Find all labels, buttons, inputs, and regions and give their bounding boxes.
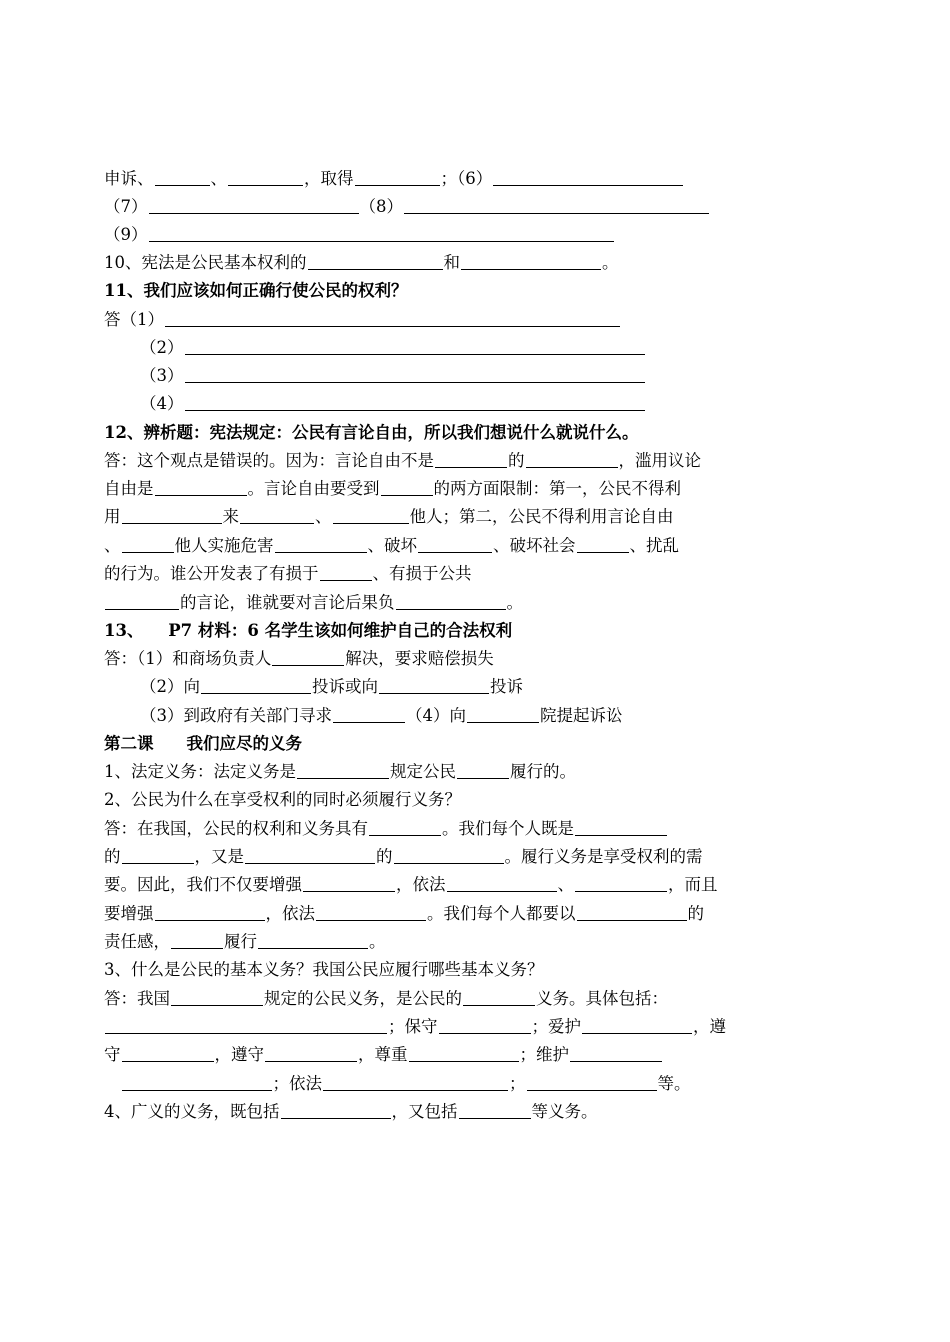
fill-in-blank[interactable] bbox=[369, 817, 441, 836]
line-text: 的 bbox=[104, 847, 121, 866]
fill-in-blank[interactable] bbox=[463, 987, 535, 1006]
text-line bbox=[104, 985, 668, 1013]
text-line bbox=[104, 1013, 726, 1041]
text-line bbox=[104, 956, 544, 984]
fill-in-blank[interactable] bbox=[122, 505, 222, 524]
line-text: 要增强 bbox=[104, 904, 154, 923]
line-text: ，尊重 bbox=[358, 1045, 408, 1064]
line-text: ；（6） bbox=[440, 169, 493, 188]
fill-in-blank[interactable] bbox=[149, 223, 614, 242]
line-text: 。言论自由要受到 bbox=[247, 479, 380, 498]
fill-in-blank[interactable] bbox=[245, 845, 375, 864]
fill-in-blank[interactable] bbox=[185, 392, 645, 411]
line-text: 的 bbox=[376, 847, 393, 866]
fill-in-blank[interactable] bbox=[303, 873, 395, 892]
fill-in-blank[interactable] bbox=[228, 167, 303, 186]
text-line bbox=[104, 560, 472, 588]
fill-in-blank[interactable] bbox=[171, 930, 223, 949]
text-line bbox=[140, 334, 646, 362]
fill-in-blank[interactable] bbox=[122, 1043, 214, 1062]
fill-in-blank[interactable] bbox=[240, 505, 314, 524]
text-line bbox=[140, 390, 646, 418]
fill-in-blank[interactable] bbox=[155, 902, 265, 921]
line-text: 。我们每个人都要以 bbox=[427, 904, 576, 923]
fill-in-blank[interactable] bbox=[155, 167, 210, 186]
line-text: （4） bbox=[140, 394, 184, 413]
line-text: 义务。具体包括： bbox=[536, 989, 668, 1008]
line-text: 答：在我国，公民的权利和义务具有 bbox=[104, 819, 368, 838]
line-text: 答：我国 bbox=[104, 989, 170, 1008]
line-text: ，依法 bbox=[396, 875, 446, 894]
fill-in-blank[interactable] bbox=[122, 1072, 272, 1091]
text-line bbox=[104, 447, 701, 475]
fill-in-blank[interactable] bbox=[185, 336, 645, 355]
line-text: 院提起诉讼 bbox=[540, 706, 623, 725]
line-text: 的行为。谁公开发表了有损于 bbox=[104, 564, 319, 583]
text-line bbox=[104, 277, 407, 305]
line-text: ，又包括 bbox=[391, 1102, 458, 1121]
line-text: 等义务。 bbox=[531, 1102, 598, 1121]
text-line bbox=[104, 475, 681, 503]
fill-in-blank[interactable] bbox=[418, 534, 492, 553]
fill-in-blank[interactable] bbox=[185, 364, 645, 383]
fill-in-blank[interactable] bbox=[381, 477, 433, 496]
line-text: 2、公民为什么在享受权利的同时必须履行义务？ bbox=[104, 790, 461, 809]
line-text: 自由是 bbox=[104, 479, 154, 498]
text-line bbox=[104, 165, 684, 193]
fill-in-blank[interactable] bbox=[122, 845, 194, 864]
text-line bbox=[140, 702, 623, 730]
text-line bbox=[104, 645, 494, 673]
fill-in-blank[interactable] bbox=[165, 308, 620, 327]
line-text: 规定公民 bbox=[390, 762, 456, 781]
line-text: 解决，要求赔偿损失 bbox=[345, 649, 494, 668]
line-text: （8） bbox=[359, 197, 403, 216]
text-line bbox=[104, 928, 386, 956]
line-text: 申诉、 bbox=[104, 169, 154, 188]
line-text: ，取得 bbox=[304, 169, 354, 188]
fill-in-blank[interactable] bbox=[333, 704, 405, 723]
line-text: 、 bbox=[104, 536, 121, 555]
line-text: 、有损于公共 bbox=[372, 564, 472, 583]
fill-in-blank[interactable] bbox=[527, 1072, 657, 1091]
line-text: ； bbox=[509, 1074, 526, 1093]
fill-in-blank[interactable] bbox=[171, 987, 263, 1006]
line-text: 和 bbox=[443, 253, 460, 272]
text-line bbox=[104, 193, 710, 221]
fill-in-blank[interactable] bbox=[435, 449, 507, 468]
fill-in-blank[interactable] bbox=[201, 675, 311, 694]
line-text: 来 bbox=[222, 507, 239, 526]
line-text: 的 bbox=[508, 451, 525, 470]
line-text: 要。因此，我们不仅要增强 bbox=[104, 875, 302, 894]
text-line bbox=[104, 503, 674, 531]
fill-in-blank[interactable] bbox=[409, 1043, 519, 1062]
text-line bbox=[104, 815, 668, 843]
line-text: （2） bbox=[140, 338, 184, 357]
text-line bbox=[104, 786, 461, 814]
line-text: 投诉 bbox=[490, 677, 523, 696]
text-line bbox=[104, 758, 576, 786]
fill-in-blank[interactable] bbox=[122, 534, 174, 553]
fill-in-blank[interactable] bbox=[575, 817, 667, 836]
line-text: 答：这个观点是错误的。因为：言论自由不是 bbox=[104, 451, 434, 470]
line-text: ；爱护 bbox=[531, 1017, 581, 1036]
line-text: 他人实施危害 bbox=[174, 536, 274, 555]
fill-in-blank[interactable] bbox=[394, 845, 504, 864]
text-line bbox=[104, 306, 621, 334]
fill-in-blank[interactable] bbox=[275, 534, 367, 553]
line-text: 、 bbox=[557, 875, 574, 894]
fill-in-blank[interactable] bbox=[320, 562, 372, 581]
line-text: 、 bbox=[315, 507, 332, 526]
fill-in-blank[interactable] bbox=[281, 1100, 391, 1119]
fill-in-blank[interactable] bbox=[575, 873, 667, 892]
line-text: ，遵守 bbox=[214, 1045, 264, 1064]
line-text: 的言论，谁就要对言论后果负 bbox=[180, 593, 395, 612]
line-text: 3、什么是公民的基本义务？我国公民应履行哪些基本义务？ bbox=[104, 960, 544, 979]
line-text: 。履行义务是享受权利的需 bbox=[504, 847, 703, 866]
fill-in-blank[interactable] bbox=[467, 704, 539, 723]
line-text: 。 bbox=[506, 593, 523, 612]
line-text: ，遵 bbox=[693, 1017, 726, 1036]
fill-in-blank[interactable] bbox=[149, 195, 359, 214]
text-line bbox=[104, 589, 523, 617]
fill-in-blank[interactable] bbox=[333, 505, 409, 524]
line-text: （3） bbox=[140, 366, 184, 385]
line-text: 第二课 我们应尽的义务 bbox=[104, 734, 302, 753]
fill-in-blank[interactable] bbox=[355, 167, 440, 186]
text-line bbox=[104, 419, 638, 447]
line-text: 4、广义的义务，既包括 bbox=[104, 1102, 280, 1121]
text-line bbox=[104, 532, 679, 560]
line-text: 他人；第二，公民不得利用言论自由 bbox=[409, 507, 674, 526]
fill-in-blank[interactable] bbox=[461, 251, 601, 270]
text-line bbox=[140, 362, 646, 390]
line-text: 的 bbox=[687, 904, 704, 923]
line-text: ，而且 bbox=[668, 875, 718, 894]
line-text: 答（1） bbox=[104, 310, 164, 329]
line-text: （9） bbox=[104, 225, 148, 244]
line-text: 、扰乱 bbox=[629, 536, 679, 555]
line-text: （4）向 bbox=[406, 706, 466, 725]
fill-in-blank[interactable] bbox=[155, 477, 247, 496]
fill-in-blank[interactable] bbox=[404, 195, 709, 214]
line-text: 。 bbox=[602, 253, 619, 272]
line-text: 责任感， bbox=[104, 932, 170, 951]
fill-in-blank[interactable] bbox=[457, 760, 509, 779]
line-text: 用 bbox=[104, 507, 121, 526]
line-text: ，依法 bbox=[265, 904, 315, 923]
fill-in-blank[interactable] bbox=[577, 902, 687, 921]
line-text: 答：（1）和商场负责人 bbox=[104, 649, 272, 668]
line-text: 、破坏社会 bbox=[493, 536, 576, 555]
line-text: ；依法 bbox=[272, 1074, 322, 1093]
text-line bbox=[104, 617, 512, 645]
line-text: 、破坏 bbox=[367, 536, 417, 555]
line-text: 。我们每个人既是 bbox=[442, 819, 574, 838]
fill-in-blank[interactable] bbox=[105, 1015, 387, 1034]
fill-in-blank[interactable] bbox=[265, 1043, 357, 1062]
line-text: 的两方面限制：第一，公民不得利 bbox=[433, 479, 681, 498]
fill-in-blank[interactable] bbox=[316, 902, 426, 921]
line-text: 。 bbox=[369, 932, 386, 951]
line-text: ，滥用议论 bbox=[618, 451, 701, 470]
line-text: 1、法定义务：法定义务是 bbox=[104, 762, 296, 781]
fill-in-blank[interactable] bbox=[379, 675, 489, 694]
line-text: 12、辨析题：宪法规定：公民有言论自由，所以我们想说什么就说什么。 bbox=[104, 423, 639, 442]
line-text: ；保守 bbox=[388, 1017, 438, 1036]
text-line bbox=[104, 1070, 691, 1098]
line-text: 守 bbox=[104, 1045, 121, 1064]
text-line bbox=[104, 1098, 598, 1126]
line-text: 11、我们应该如何正确行使公民的权利？ bbox=[104, 281, 408, 300]
fill-in-blank[interactable] bbox=[526, 449, 618, 468]
text-line bbox=[104, 1041, 663, 1069]
fill-in-blank[interactable] bbox=[582, 1015, 692, 1034]
line-text: （3）到政府有关部门寻求 bbox=[140, 706, 332, 725]
line-text: 投诉或向 bbox=[312, 677, 378, 696]
line-text: （7） bbox=[104, 197, 148, 216]
text-line bbox=[104, 900, 704, 928]
line-text: ，又是 bbox=[194, 847, 244, 866]
text-line bbox=[104, 221, 615, 249]
line-text: （2）向 bbox=[140, 677, 200, 696]
line-text: ；维护 bbox=[519, 1045, 569, 1064]
text-line bbox=[104, 730, 302, 758]
line-text bbox=[104, 1074, 121, 1093]
text-line bbox=[140, 673, 523, 701]
text-line bbox=[104, 871, 718, 899]
fill-in-blank[interactable] bbox=[570, 1043, 662, 1062]
line-text: 、 bbox=[210, 169, 227, 188]
fill-in-blank[interactable] bbox=[105, 591, 179, 610]
line-text: 履行的。 bbox=[510, 762, 576, 781]
line-text: 规定的公民义务，是公民的 bbox=[264, 989, 462, 1008]
line-text: 10、宪法是公民基本权利的 bbox=[104, 253, 307, 272]
fill-in-blank[interactable] bbox=[447, 873, 557, 892]
fill-in-blank[interactable] bbox=[297, 760, 389, 779]
fill-in-blank[interactable] bbox=[459, 1100, 531, 1119]
fill-in-blank[interactable] bbox=[308, 251, 443, 270]
text-line bbox=[104, 249, 619, 277]
fill-in-blank[interactable] bbox=[396, 591, 506, 610]
fill-in-blank[interactable] bbox=[258, 930, 368, 949]
text-line bbox=[104, 843, 703, 871]
fill-in-blank[interactable] bbox=[439, 1015, 531, 1034]
fill-in-blank[interactable] bbox=[272, 647, 344, 666]
fill-in-blank[interactable] bbox=[493, 167, 683, 186]
line-text: 13、 P7 材料：6 名学生该如何维护自己的合法权利 bbox=[104, 621, 513, 640]
fill-in-blank[interactable] bbox=[577, 534, 629, 553]
line-text: 履行 bbox=[224, 932, 257, 951]
line-text: 等。 bbox=[657, 1074, 691, 1093]
fill-in-blank[interactable] bbox=[323, 1072, 508, 1091]
